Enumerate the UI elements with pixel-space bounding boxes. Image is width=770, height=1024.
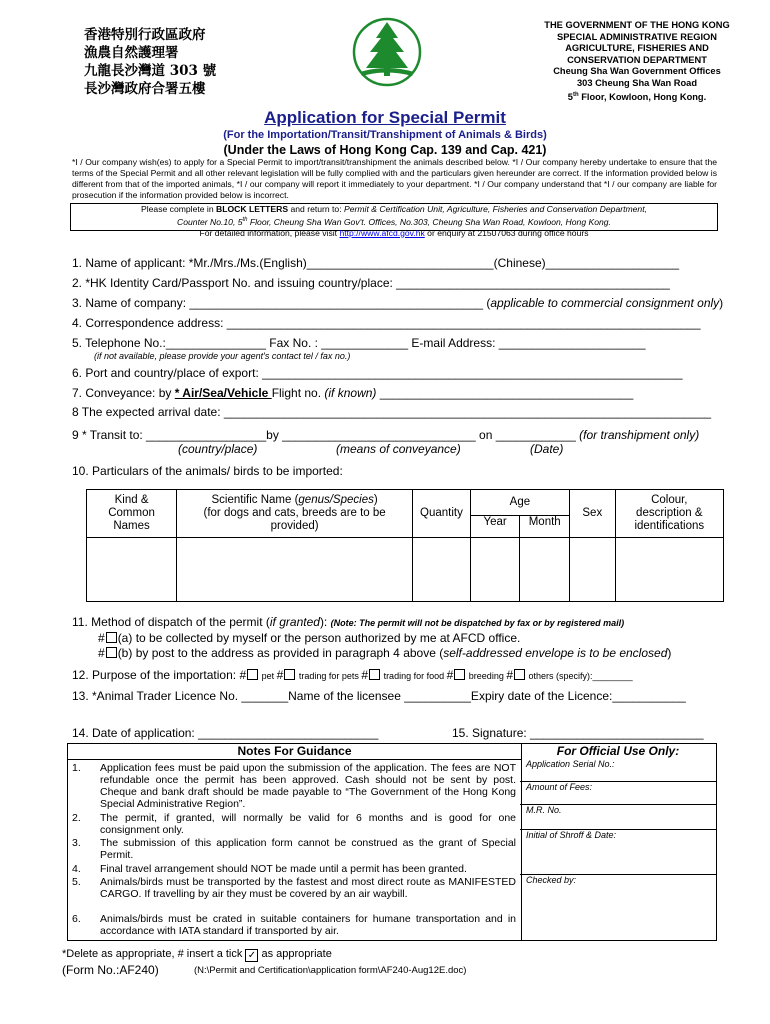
delete-a: *Delete as appropriate, # insert a tick xyxy=(62,948,246,960)
item-11-note: (Note: The permit will not be dispatched by fax or by registered mail) xyxy=(330,618,625,628)
shroff-field[interactable]: Initial of Shroff & Date: xyxy=(520,830,716,875)
item-13-licence[interactable]: 13. *Animal Trader Licence No. _______Name of the licensee __________Expiry date of the Licence:___________ xyxy=(72,689,686,703)
item-9-transit[interactable] xyxy=(72,428,699,442)
col-quantity: Quantity xyxy=(413,490,471,538)
checked-box-icon: ✓ xyxy=(245,949,258,962)
col-sex: Sex xyxy=(570,490,616,538)
item-2-id-card[interactable]: 2. *HK Identity Card/Passport No. and issuing country/place: _________________________________________ xyxy=(72,276,670,290)
col-scientific xyxy=(177,490,413,538)
note-1 xyxy=(72,762,516,810)
item-10-particulars: 10. Particulars of the animals/ birds to be imported: xyxy=(72,464,343,478)
note-num: 1. xyxy=(72,762,81,774)
notes-title: Notes For Guidance xyxy=(68,744,521,760)
purpose-trading-food: trading for food xyxy=(381,671,447,681)
item-7-conveyance[interactable] xyxy=(72,386,633,400)
gov-line-1: THE GOVERNMENT OF THE HONG KONG xyxy=(544,20,730,30)
item-3-note: applicable to commercial consignment only xyxy=(490,296,720,310)
hash-mark: # xyxy=(98,631,105,645)
note-num: 4. xyxy=(72,863,81,875)
item-3-label: 3. Name of company: ____________________________________________ ( xyxy=(72,296,491,310)
note-text: Animals/birds must be crated in suitable containers for humane transportation and in accordance with IATA standard if transported by air. xyxy=(100,913,516,937)
floor-sup: th xyxy=(572,91,579,98)
declaration-text: *I / Our company wish(es) to apply for a Special Permit to import/transit/transhipment the animals described below. *I / Our company hereby undertake to ensure that the terms of the Special Permit and all other relevant legislation will be fully complied with and the particulars given hereunder are correct. If the information provided below is different from that of the imported animals, *I / our company will report it immediately to your department. *I / Our company understand that *I / our company are liable for prosecution if the information provided below is incorrect. xyxy=(72,157,717,200)
item-3-company[interactable] xyxy=(72,296,723,310)
kind-l1: Kind & xyxy=(114,494,149,506)
return-g: Floor, Cheung Sha Wan Gov't. Offices, No.303, Cheung Sha Wan Road, Kowloon, Hong Kong. xyxy=(247,216,611,227)
hash-mark: # xyxy=(276,668,284,682)
delete-b: as appropriate xyxy=(258,948,332,960)
item-3-close: ) xyxy=(719,296,724,310)
return-line-3 xyxy=(71,228,717,239)
note-text: The permit, if granted, will normally be valid for 6 months and is good for one consignment only. xyxy=(100,812,516,836)
return-e: Counter No.10, 5 xyxy=(177,216,243,227)
file-path: (N:\Permit and Certification\application form\AF240-Aug12E.doc) xyxy=(194,965,467,976)
sci-d: (for dogs and cats, breeds are to be provided) xyxy=(203,507,386,532)
col-kind xyxy=(87,490,177,538)
laws-line: (Under the Laws of Hong Kong Cap. 139 and Cap. 421) xyxy=(223,143,547,157)
gov-line-5: Cheung Sha Wan Government Offices xyxy=(553,66,721,77)
note-text: The submission of this application form cannot be construed as the grant of Special Permit. xyxy=(100,837,516,861)
hash-mark: # xyxy=(239,668,247,682)
checkbox-11a[interactable] xyxy=(106,632,117,643)
checkbox-pet[interactable] xyxy=(247,669,258,680)
item-7-flight: Flight no. xyxy=(271,386,325,400)
page-subtitle: (For the Importation/Transit/Transhipment of Animals & Birds) xyxy=(223,129,547,141)
cell-quantity[interactable] xyxy=(413,538,471,602)
floor-number: 5 xyxy=(567,91,573,102)
kind-l2: Common xyxy=(108,507,155,519)
return-line-2 xyxy=(71,215,717,228)
return-d: Permit & Certification Unit, Agriculture, Fisheries and Conservation Department, xyxy=(344,204,647,214)
page-title: Application for Special Permit xyxy=(264,108,506,127)
item-12-purpose xyxy=(72,668,633,682)
animals-table xyxy=(86,489,724,602)
cell-sex[interactable] xyxy=(570,538,616,602)
purpose-pet: pet xyxy=(259,671,277,681)
item-9-caption-means: (means of conveyance) xyxy=(336,442,461,456)
return-h: For detailed information, please visit xyxy=(199,227,340,238)
gov-line-2: SPECIAL ADMINISTRATIVE REGION xyxy=(557,31,717,42)
official-title: For Official Use Only: xyxy=(556,744,680,758)
afcd-website-link[interactable]: http://www.afcd.gov.hk xyxy=(339,227,425,238)
checkbox-others[interactable] xyxy=(514,669,525,680)
gov-line-6: 303 Cheung Sha Wan Road xyxy=(576,77,697,88)
form-number: (Form No.:AF240) xyxy=(62,963,159,977)
item-9-label: 9 * Transit to: __________________by _____________________________ on ____________ xyxy=(72,428,580,442)
hash-mark: # xyxy=(446,668,454,682)
item-11a-text: (a) to be collected by myself or the person authorized by me at AFCD office. xyxy=(117,631,521,645)
cell-colour[interactable] xyxy=(615,538,723,602)
item-11b-post[interactable] xyxy=(98,646,671,660)
note-num: 2. xyxy=(72,812,81,824)
hash-mark: # xyxy=(361,668,369,682)
sci-c: ) xyxy=(373,494,378,506)
note-2 xyxy=(72,812,516,836)
purpose-others: others (specify):________ xyxy=(526,671,633,681)
item-7-label: 7. Conveyance: by xyxy=(72,386,175,400)
checked-by-field[interactable]: Checked by: xyxy=(526,875,577,885)
item-1-applicant-name[interactable]: 1. Name of applicant: *Mr./Mrs./Ms.(English)____________________________(Chinese)____________________ xyxy=(72,256,680,270)
item-9-caption-country: (country/place) xyxy=(178,442,258,456)
item-6-port-export[interactable]: 6. Port and country/place of export: _______________________________________________________________ xyxy=(72,366,683,380)
item-11-dispatch xyxy=(72,615,624,629)
serial-no-field[interactable]: Application Serial No.: xyxy=(520,759,716,782)
note-text: Final travel arrangement should NOT be made until a permit has been granted. xyxy=(100,863,467,875)
hash-mark: # xyxy=(506,668,514,682)
note-6 xyxy=(72,913,516,937)
zh-line-2: 漁農自然護理署 xyxy=(84,45,179,61)
note-3 xyxy=(72,837,516,861)
col-l3: identifications xyxy=(634,520,705,532)
return-sup: th xyxy=(242,217,248,223)
gov-line-3: AGRICULTURE, FISHERIES AND xyxy=(565,43,709,54)
return-line-1 xyxy=(71,204,717,215)
footer-delete-note xyxy=(62,948,332,962)
col-month: Month xyxy=(520,516,570,538)
item-11-colon: ): xyxy=(319,615,331,629)
item-11-label: 11. Method of dispatch of the permit ( xyxy=(72,615,270,629)
gov-line-4: CONSERVATION DEPARTMENT xyxy=(567,54,707,65)
block-letters: BLOCK LETTERS xyxy=(216,204,289,214)
item-11b-text: (b) by post to the address as provided in paragraph 4 above ( xyxy=(117,646,444,660)
item-7-line: ______________________________________ xyxy=(376,386,634,400)
item-11b-note: self-addressed envelope is to be enclosed xyxy=(443,646,668,660)
note-num: 6. xyxy=(72,913,81,925)
purpose-breeding: breeding xyxy=(466,671,507,681)
gov-line-7 xyxy=(530,90,744,104)
header-chinese xyxy=(84,26,216,98)
cell-scientific[interactable] xyxy=(177,538,413,602)
notes-for-guidance xyxy=(67,743,522,941)
cell-month[interactable] xyxy=(520,538,570,602)
item-4-address[interactable]: 4. Correspondence address: _______________________________________________________________________ xyxy=(72,316,701,330)
note-num: 5. xyxy=(72,876,81,888)
item-9-note: (for transhipment only) xyxy=(579,428,700,442)
note-text: Animals/birds must be transported by the fastest and most direct route as MANIFESTED CARGO. If travelling by air they must be covered by an air waybill. xyxy=(100,876,516,900)
return-c: and return to: xyxy=(288,204,344,214)
col-l2: description & xyxy=(636,507,703,519)
checkbox-trading-food[interactable] xyxy=(369,669,380,680)
hash-mark: # xyxy=(98,646,105,660)
note-4 xyxy=(72,863,516,875)
return-i: or enquiry at 21507063 during office hours xyxy=(424,227,589,238)
sci-b: genus/Species xyxy=(298,494,374,506)
fees-field[interactable]: Amount of Fees: xyxy=(520,782,716,805)
zh-line-3: 九龍長沙灣道 303 號 xyxy=(84,63,217,79)
col-colour xyxy=(615,490,723,538)
item-15-signature[interactable]: 15. Signature: __________________________ xyxy=(452,726,704,740)
col-l1: Colour, xyxy=(651,494,688,506)
afcd-tree-logo xyxy=(352,16,422,88)
checkbox-11b[interactable] xyxy=(106,647,117,658)
item-7-if-known: (if known) xyxy=(324,386,377,400)
floor-rest: Floor, Kowloon, Hong Kong. xyxy=(578,91,707,102)
header-english xyxy=(530,20,744,103)
return-a: Please complete in xyxy=(141,204,216,214)
zh-line-4: 長沙灣政府合署五樓 xyxy=(84,81,206,97)
cell-year[interactable] xyxy=(470,538,520,602)
return-instructions-box xyxy=(70,203,718,238)
note-5 xyxy=(72,876,516,900)
item-11a-collect[interactable] xyxy=(98,631,520,645)
mr-no-field[interactable]: M.R. No. xyxy=(520,805,716,830)
item-11-if-granted: if granted xyxy=(269,615,320,629)
sci-a: Scientific Name ( xyxy=(211,494,299,506)
note-text: Application fees must be paid upon the submission of the application. The fees are NOT refundable once the permit has been approved. Cash should not be sent by post. Cheque and bank draft should be made payable to “The Government of the Hong Kong Special Administrative Region”. xyxy=(100,762,516,810)
item-12-label: 12. Purpose of the importation: xyxy=(72,668,240,682)
item-9-caption-date: (Date) xyxy=(530,442,564,456)
item-14-date[interactable]: 14. Date of application: ___________________________ xyxy=(72,726,379,740)
item-5-contact[interactable]: 5. Telephone No.:_______________ Fax No. : _____________ E-mail Address: ______________________ xyxy=(72,336,646,350)
checkbox-breeding[interactable] xyxy=(454,669,465,680)
official-use-box xyxy=(520,743,717,941)
item-7-mode: * Air/Sea/Vehicle xyxy=(174,386,272,400)
item-11b-close: ) xyxy=(667,646,672,660)
col-year: Year xyxy=(470,516,520,538)
cell-kind[interactable] xyxy=(87,538,177,602)
col-age: Age xyxy=(470,490,569,516)
note-num: 3. xyxy=(72,837,81,849)
checkbox-trading-pets[interactable] xyxy=(284,669,295,680)
item-8-arrival-date[interactable]: 8 The expected arrival date: _________________________________________________________________________ xyxy=(72,405,712,419)
zh-line-1: 香港特別行政區政府 xyxy=(84,27,206,43)
item-5-note: (if not available, please provide your agent's contact tel / fax no.) xyxy=(94,351,351,361)
purpose-trading-pets: trading for pets xyxy=(296,671,362,681)
kind-l3: Names xyxy=(113,520,150,532)
